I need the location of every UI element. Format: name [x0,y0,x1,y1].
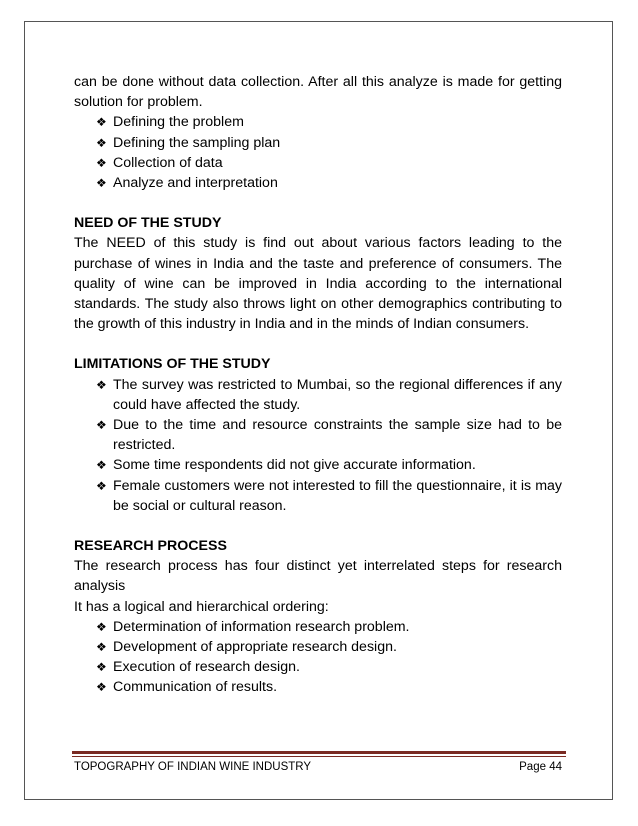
list-item: ❖ The survey was restricted to Mumbai, so the regional differences if any could have affected the study. [96,376,562,413]
list-item: ❖ Determination of information research problem. [96,617,562,637]
list-item: ❖ Some time respondents did not give accurate information. [96,455,562,475]
research-ordering-text: It has a logical and hierarchical ordering: [74,598,329,615]
need-heading: NEED OF THE STUDY [74,215,222,232]
diamond-bullet-icon: ❖ [96,660,107,675]
list-item: ❖ Execution of research design. [96,657,562,677]
limitations-bullet-list [74,375,562,516]
footer-title: TOPOGRAPHY OF INDIAN WINE INDUSTRY [74,761,312,773]
diamond-bullet-icon: ❖ [96,680,107,695]
research-heading: RESEARCH PROCESS [74,538,227,555]
page-number: Page 44 [519,761,562,773]
diamond-bullet-icon: ❖ [96,135,107,150]
list-item: ❖ Collection of data [96,153,562,173]
page-content [74,72,562,698]
page-footer [74,761,562,773]
list-item: ❖ Due to the time and resource constraints the sample size had to be restricted. [96,417,562,454]
need-paragraph: The NEED of this study is find out about various factors leading to the purchase of wines in India and the taste and preference of consumers. The quality of wine can be improved in India according to the international standards. The study also throws light on other demographics contributing to the growth of this industry in India and in the minds of Indian consumers. [74,235,562,333]
diamond-bullet-icon: ❖ [96,176,107,191]
list-item: ❖ Defining the problem [96,112,562,132]
research-bullet-list [74,617,562,698]
footer-rule [72,751,566,754]
intro-bullet-list [74,112,562,193]
diamond-bullet-icon: ❖ [96,418,107,433]
list-item: ❖ Female customers were not interested to fill the questionnaire, it is may be social or cultural reason. [96,477,562,514]
list-item: ❖ Communication of results. [96,677,562,697]
list-item: ❖ Defining the sampling plan [96,133,562,153]
research-paragraph: The research process has four distinct yet interrelated steps for research analysis [74,558,562,595]
list-item: ❖ Development of appropriate research design. [96,637,562,657]
intro-paragraph: can be done without data collection. After all this analyze is made for getting solution for problem. [74,74,562,111]
limitations-heading: LIMITATIONS OF THE STUDY [74,356,271,373]
diamond-bullet-icon: ❖ [96,377,107,392]
footer-rule-thin [72,756,566,757]
diamond-bullet-icon: ❖ [96,458,107,473]
diamond-bullet-icon: ❖ [96,155,107,170]
diamond-bullet-icon: ❖ [96,619,107,634]
diamond-bullet-icon: ❖ [96,478,107,493]
list-item: ❖ Analyze and interpretation [96,173,562,193]
diamond-bullet-icon: ❖ [96,640,107,655]
diamond-bullet-icon: ❖ [96,115,107,130]
